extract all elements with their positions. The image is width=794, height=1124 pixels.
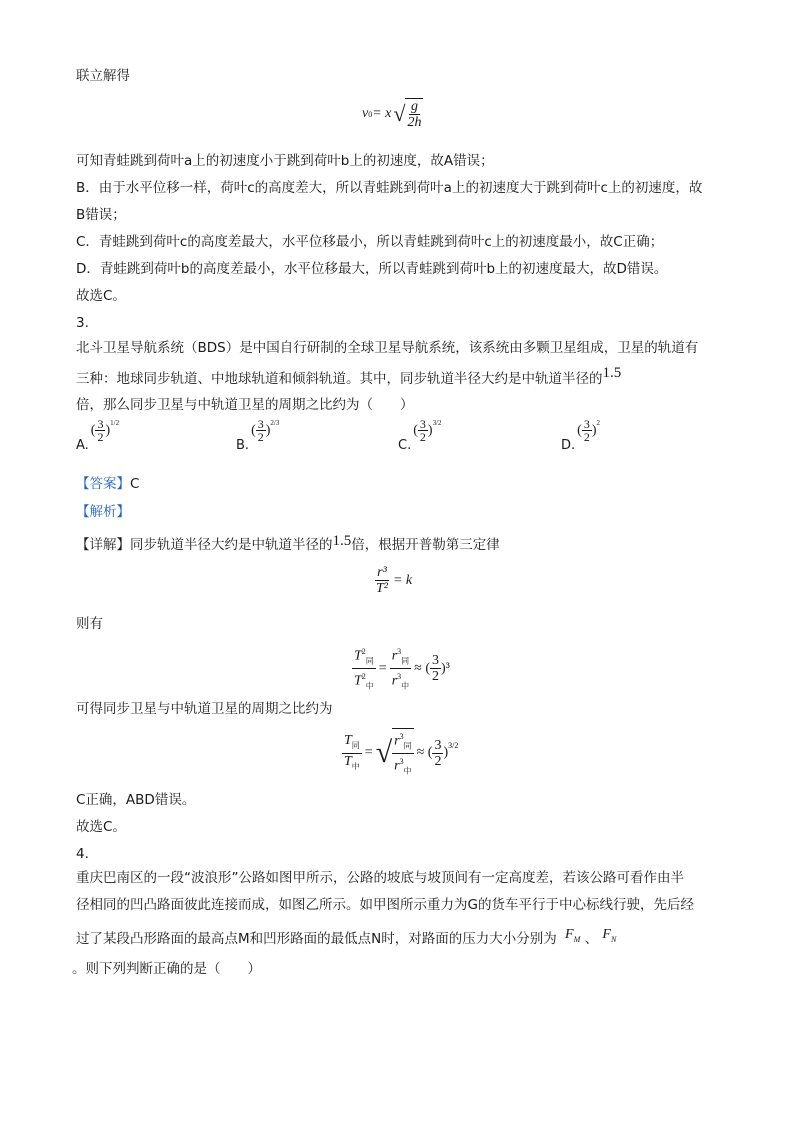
equation-period-ratio: $\frac{T_同}{T_中}$ = √ $\frac{r^3_同}{r^3_中}$ ≈ ( $\frac{3}{2}$ ) 3/2 xyxy=(342,728,458,779)
equation-period-squared: $\frac{T^2_同}{T^2_中}$ = $\frac{r^3_同}{r^3_中}$ ≈ ( $\frac{3}{2}$ )³ xyxy=(352,644,450,694)
text-line: B．由于水平位移一样，荷叶c的高度差大，所以青蛙跳到荷叶a上的初速度大于跳到荷叶c上的初速度，故 xyxy=(76,180,703,196)
question-text: 倍，那么同步卫星与中轨道卫星的周期之比约为（ ） xyxy=(76,397,414,413)
text-line: 可得同步卫星与中轨道卫星的周期之比约为 xyxy=(76,701,333,717)
text-line: D．青蛙跳到荷叶b的高度差最小，水平位移最大，所以青蛙跳到荷叶b上的初速度最大，故D错误。 xyxy=(76,261,668,277)
option-d[interactable]: D. ( $\frac{3}{2}$ ) 2 xyxy=(561,417,600,453)
question-text: 重庆巴南区的一段“波浪形”公路如图甲所示，公路的坡底与坡顶间有一定高度差，若该公路可看作由半 xyxy=(76,870,684,886)
option-c[interactable]: C. ( $\frac{3}{2}$ ) 3/2 xyxy=(398,417,442,453)
analysis-tag: 【解析】 xyxy=(76,504,130,520)
question-number: 4. xyxy=(76,846,89,862)
question-text: 过了某段凸形路面的最高点M和凹形路面的最低点N时，对路面的压力大小分别为 $F_M$ 、 $F_N$ xyxy=(76,927,617,947)
text-line: 故选C。 xyxy=(76,819,126,835)
option-b[interactable]: B. ( $\frac{3}{2}$ ) 2/3 xyxy=(236,417,280,453)
question-text: 。则下列判断正确的是（ ） xyxy=(72,961,261,977)
detail-line: 【详解】同步轨道半径大约是中轨道半径的1.5倍，根据开普勒第三定律 xyxy=(76,533,500,553)
equation-kepler: $\frac{\text{r³}}{\text{T²}}$ = k xyxy=(376,565,413,596)
text-line: C．青蛙跳到荷叶c的高度差最大，水平位移最小，所以青蛙跳到荷叶c上的初速度最小，故C正确； xyxy=(76,234,664,250)
question-text: 北斗卫星导航系统（BDS）是中国自行研制的全球卫星导航系统，该系统由多颗卫星组成，卫星的轨道有 xyxy=(76,340,699,356)
equation-v0: v 0 = x √ $\frac{g}{2h}$ xyxy=(362,99,422,130)
text-line: 故选C。 xyxy=(76,288,126,304)
text-line: 可知青蛙跳到荷叶a上的初速度小于跳到荷叶b上的初速度，故A错误； xyxy=(76,153,494,169)
text-line: B错误； xyxy=(76,207,126,223)
text-line: 联立解得 xyxy=(76,68,130,84)
option-a[interactable]: A. ( $\frac{3}{2}$ ) 1/2 xyxy=(76,417,120,453)
text-line: C正确，ABD错误。 xyxy=(76,792,196,808)
question-text: 径相同的凹凸路面彼此连接而成，如图乙所示。如甲图所示重力为G的货车平行于中心标线行驶，先后经 xyxy=(76,897,694,913)
text-line: 则有 xyxy=(76,616,103,632)
answer-line: 【答案】C xyxy=(76,476,140,492)
question-number: 3. xyxy=(76,315,89,331)
question-text: 三种：地球同步轨道、中地球轨道和倾斜轨道。其中，同步轨道半径大约是中轨道半径的1.5 xyxy=(76,365,622,387)
